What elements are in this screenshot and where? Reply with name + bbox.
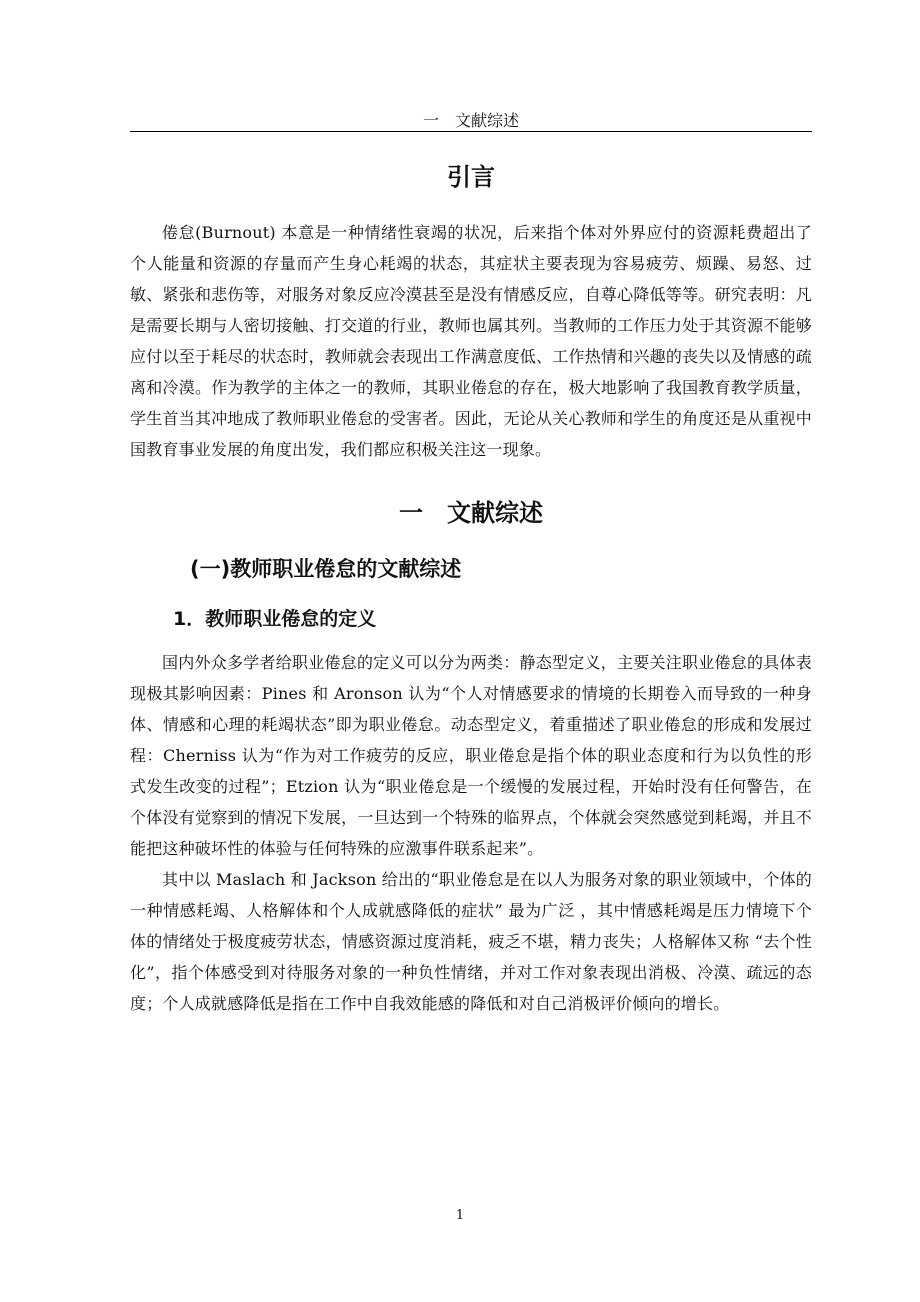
page-number: 1 (455, 1208, 465, 1223)
intro-paragraph: 倦怠(Burnout) 本意是一种情绪性衰竭的状况，后来指个体对外界应付的资源耗费超出了个人能量和资源的存量而产生身心耗竭的状态，其症状主要表现为容易疲劳、烦躁、易怒、过敏、紧张和悲伤等，对服务对象反应冷漠甚至是没有情感反应，自尊心降低等等。研究表明：凡是需要长期与人密切接触、打交道的行业，教师也属其列。当教师的工作压力处于其资源不能够应付以至于耗尽的状态时，教师就会表现出工作满意度低、工作热情和兴趣的丧失以及情感的疏离和冷漠。作为教学的主体之一的教师，其职业倦怠的存在，极大地影响了我国教育教学质量，学生首当其冲地成了教师职业倦怠的受害者。因此，无论从关心教师和学生的角度还是从重视中国教育事业发展的角度出发，我们都应积极关注这一现象。 (130, 223, 812, 459)
header-rule (130, 131, 812, 132)
section-title: 一 文献综述 (399, 499, 543, 527)
subsubsection-title: 1．教师职业倦怠的定义 (173, 608, 377, 630)
running-header: 一 文献综述 (422, 111, 519, 130)
intro-title: 引言 (447, 163, 495, 191)
subsection-title: (一)教师职业倦怠的文献综述 (190, 557, 462, 581)
definition-paragraph-2: 其中以 Maslach 和 Jackson 给出的“职业倦怠是在以人为服务对象的职业领域中，个体的一种情感耗竭、人格解体和个人成就感降低的症状” 最为广泛 ，其中情感耗竭是压力情境下个体的情绪处于极度疲劳状态，情感资源过度消耗，疲乏不堪，精力丧失；人格解体又称 “去个性化”，指个体感受到对待服务对象的一种负性情绪，并对工作对象表现出消极、冷漠、疏远的态度；个人成就感降低是指在工作中自我效能感的降低和对自己消极评价倾向的增长。 (130, 870, 812, 1013)
definition-paragraph-1: 国内外众多学者给职业倦怠的定义可以分为两类：静态型定义，主要关注职业倦怠的具体表现极其影响因素：Pines 和 Aronson 认为“个人对情感要求的情境的长期卷入而导致的一种身体、情感和心理的耗竭状态”即为职业倦怠。动态型定义，着重描述了职业倦怠的形成和发展过程：Cherniss 认为“作为对工作疲劳的反应，职业倦怠是指个体的职业态度和行为以负性的形式发生改变的过程”；Etzion 认为“职业倦怠是一个缓慢的发展过程，开始时没有任何警告，在个体没有觉察到的情况下发展，一旦达到一个特殊的临界点，个体就会突然感觉到耗竭，并且不能把这种破坏性的体验与任何特殊的应激事件联系起来”。 (130, 653, 812, 858)
page-content (130, 155, 812, 1019)
